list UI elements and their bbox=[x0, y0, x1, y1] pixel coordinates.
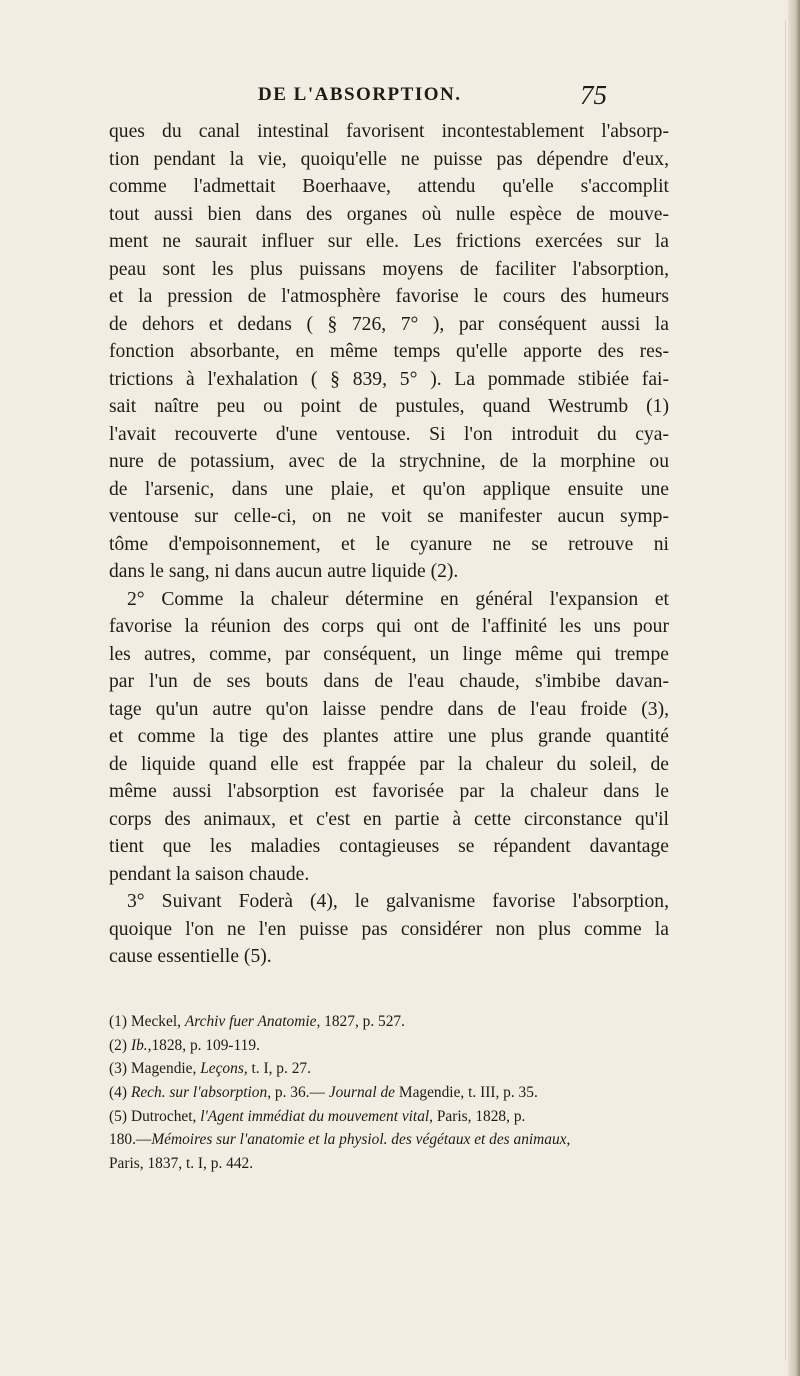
footnote-text: , bbox=[566, 1131, 571, 1149]
page-header bbox=[0, 80, 800, 110]
footnote-title: Mémoires sur l'anatomie et la physiol. des végétaux et des animaux bbox=[151, 1131, 567, 1149]
body-line: tôme d'empoisonnement, et le cyanure ne se retrouve ni bbox=[109, 533, 669, 555]
footnote-continuation bbox=[109, 1152, 671, 1176]
body-line: dans le sang, ni dans aucun autre liquide (2). bbox=[109, 561, 459, 582]
body-line: tage qu'un autre qu'on laisse pendre dans de l'eau froide (3), bbox=[109, 698, 669, 720]
body-line: fonction absorbante, en même temps qu'elle apporte des res- bbox=[109, 341, 669, 362]
footnote-title: Ib. bbox=[130, 1036, 148, 1054]
body-line: peau sont les plus puissans moyens de faciliter l'absorption, bbox=[109, 258, 669, 280]
body-line: l'avait recouverte d'une ventouse. Si l'on introduit du cya- bbox=[109, 423, 669, 445]
footnote-text: , Paris, 1828, p. bbox=[429, 1107, 526, 1125]
footnote-text: 180.— bbox=[109, 1131, 152, 1149]
body-line: cause essentielle (5). bbox=[109, 946, 272, 967]
page-edge-shadow bbox=[788, 0, 800, 1376]
footnote-text: , 1827, p. 527. bbox=[316, 1013, 405, 1030]
footnote-text: ,1828, p. 109-119. bbox=[147, 1036, 260, 1054]
body-line: tient que les maladies contagieuses se répandent davantage bbox=[109, 836, 669, 857]
body-line: ventouse sur celle-ci, on ne voit se manifester aucun symp- bbox=[109, 506, 669, 527]
footnote-text: Meckel, bbox=[130, 1013, 185, 1030]
page-number: 75 bbox=[580, 80, 607, 110]
footnote-text: , p. 36.— bbox=[267, 1084, 329, 1102]
body-line: nure de potassium, avec de la strychnine, de la morphine ou bbox=[109, 451, 669, 472]
body-line: sait naître peu ou point de pustules, quand Westrumb (1) bbox=[109, 396, 669, 417]
footnote-title: Leçons bbox=[200, 1060, 244, 1078]
body-line: corps des animaux, et c'est en partie à cette circonstance qu'il bbox=[109, 808, 669, 830]
paragraph-start-line: 3° Suivant Foderà (4), le galvanisme favorise l'absorption, bbox=[127, 891, 669, 912]
footnote-label: (4) bbox=[109, 1084, 127, 1102]
body-line: et comme la tige des plantes attire une plus grande quantité bbox=[109, 726, 669, 747]
footnote-text: , t. I, p. 27. bbox=[243, 1060, 311, 1078]
body-line: même aussi l'absorption est favorisée par la chaleur dans le bbox=[109, 781, 669, 802]
body-line: de liquide quand elle est frappée par la chaleur du soleil, de bbox=[109, 753, 669, 775]
page-edge-line bbox=[785, 20, 786, 1360]
footnote-text: Paris, 1837, t. I, p. 442. bbox=[109, 1155, 254, 1173]
footnote-label: (5) bbox=[109, 1107, 127, 1125]
footnote bbox=[109, 1057, 671, 1081]
footnote-text: Dutrochet, bbox=[130, 1107, 201, 1125]
body-line: ques du canal intestinal favorisent incontestablement l'absorp- bbox=[109, 121, 669, 142]
footnote bbox=[109, 1105, 671, 1129]
body-line: et la pression de l'atmosphère favorise le cours des humeurs bbox=[109, 286, 669, 307]
footnote-title: Rech. sur l'absorption bbox=[130, 1084, 268, 1102]
body-line: favorise la réunion des corps qui ont de l'affinité les uns pour bbox=[109, 616, 669, 637]
body-line: comme l'admettait Boerhaave, attendu qu'elle s'accomplit bbox=[109, 176, 669, 197]
body-line: pendant la saison chaude. bbox=[109, 863, 310, 885]
footnote-label: (1) bbox=[109, 1013, 127, 1030]
body-line: de l'arsenic, dans une plaie, et qu'on applique ensuite une bbox=[109, 478, 669, 500]
body-line: les autres, comme, par conséquent, un linge même qui trempe bbox=[109, 643, 669, 665]
footnote-text: Magendie, bbox=[130, 1060, 201, 1078]
footnote-title: l'Agent immédiat du mouvement vital bbox=[200, 1107, 430, 1125]
body-line: trictions à l'exhalation ( § 839, 5° ). La pommade stibiée fai- bbox=[109, 368, 669, 390]
footnote-text: Magendie, t. III, p. 35. bbox=[395, 1084, 538, 1102]
footnote-continuation bbox=[109, 1128, 671, 1152]
body-line: tion pendant la vie, quoiqu'elle ne puisse pas dépendre d'eux, bbox=[109, 148, 669, 170]
body-line: par l'un de ses bouts dans de l'eau chaude, s'imbibe davan- bbox=[109, 671, 669, 692]
footnote-title: Archiv fuer Anatomie bbox=[184, 1013, 317, 1030]
body-line: ment ne saurait influer sur elle. Les frictions exercées sur la bbox=[109, 231, 669, 252]
footnote-title: Journal de bbox=[328, 1084, 396, 1102]
footnotes bbox=[109, 1010, 671, 1176]
body-line: de dehors et dedans ( § 726, 7° ), par conséquent aussi la bbox=[109, 313, 669, 335]
footnote-label: (3) bbox=[109, 1060, 127, 1078]
body-text bbox=[109, 118, 669, 971]
body-line: quoique l'on ne l'en puisse pas considérer non plus comme la bbox=[109, 918, 669, 940]
paragraph-start-line: 2° Comme la chaleur détermine en général l'expansion et bbox=[127, 588, 669, 610]
footnote bbox=[109, 1034, 671, 1058]
running-title: DE L'ABSORPTION. bbox=[258, 84, 462, 105]
body-line: tout aussi bien dans des organes où nulle espèce de mouve- bbox=[109, 203, 669, 225]
footnote bbox=[109, 1081, 671, 1105]
footnote-label: (2) bbox=[109, 1036, 127, 1054]
footnote bbox=[109, 1010, 671, 1034]
